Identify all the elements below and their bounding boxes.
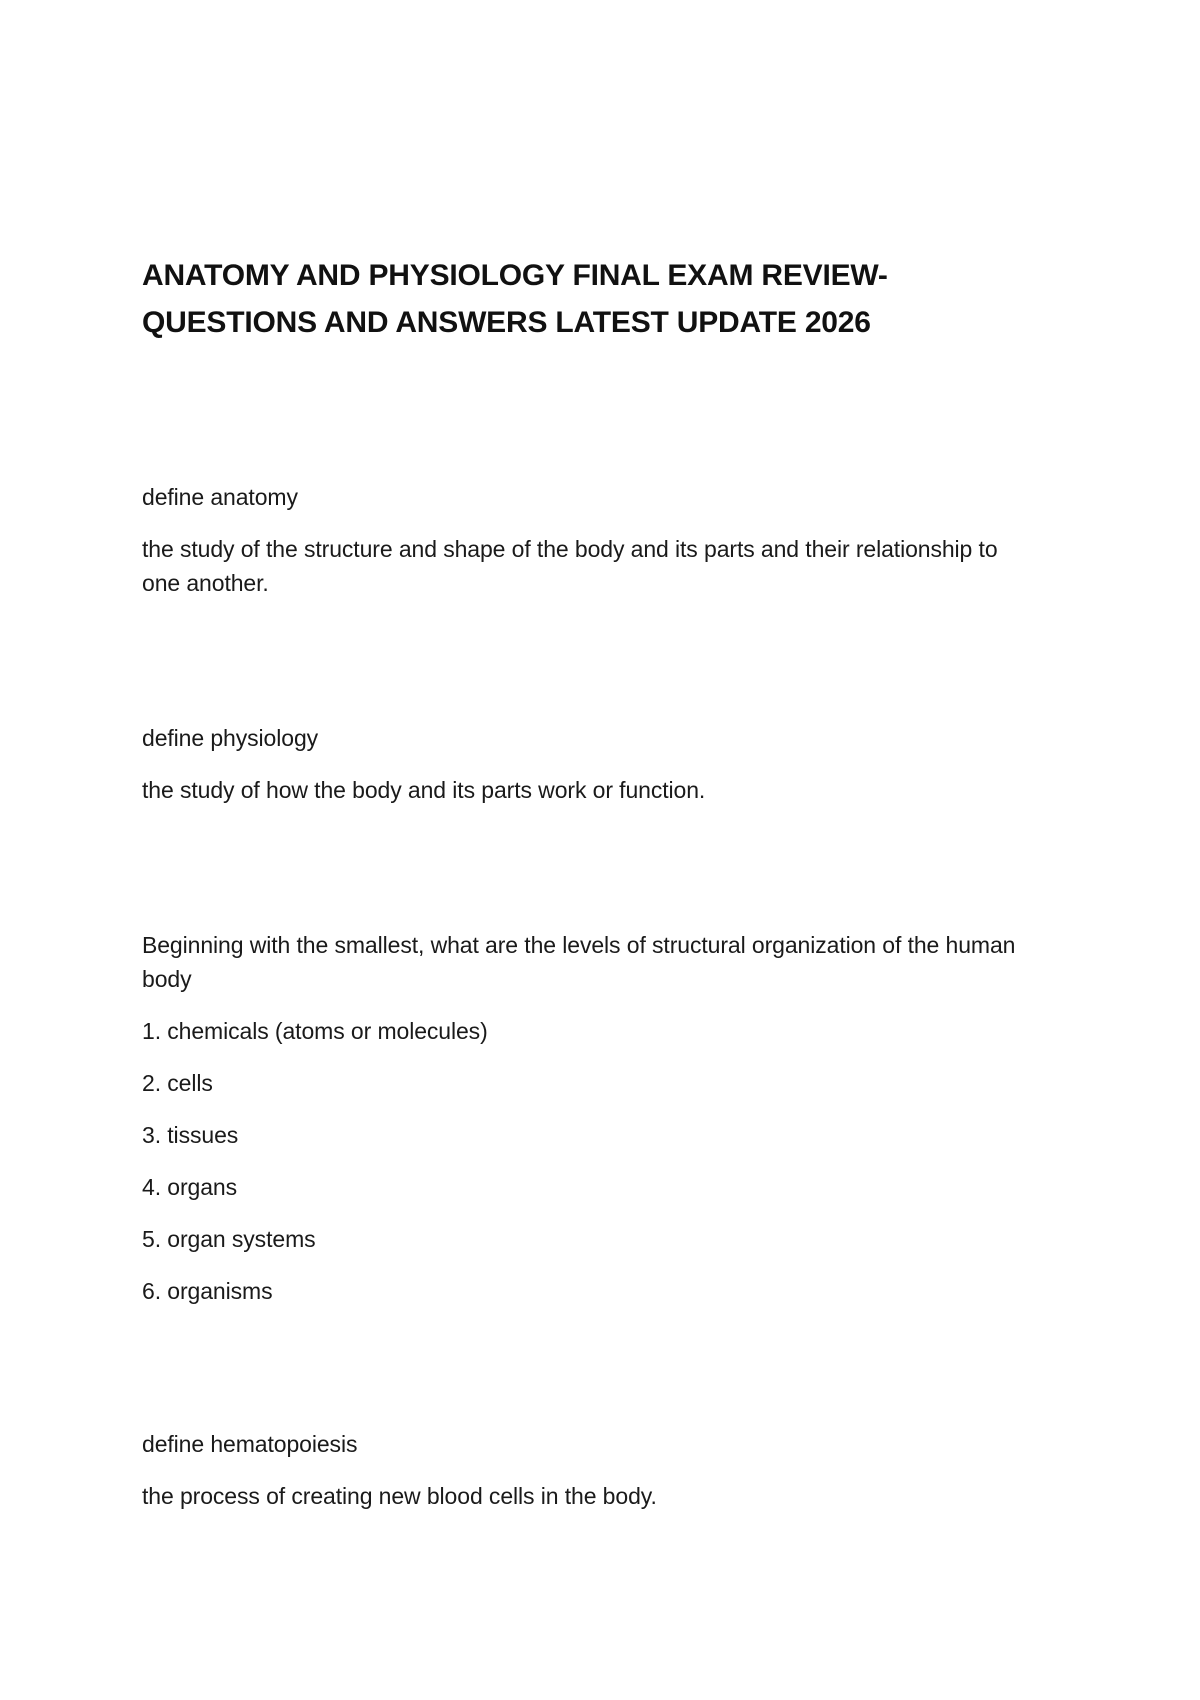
question-text: define physiology <box>142 725 319 751</box>
answer-text-line-2: one another. <box>142 570 269 596</box>
title-line-1: ANATOMY AND PHYSIOLOGY FINAL EXAM REVIEW- <box>142 259 888 292</box>
question-text-line-2: body <box>142 966 192 992</box>
answer-list-item: 2. cells <box>142 1070 213 1096</box>
answer-text: the process of creating new blood cells in the body. <box>142 1483 657 1509</box>
question-text-line-1: Beginning with the smallest, what are the levels of structural organization of the human <box>142 932 1016 958</box>
qa-block-physiology <box>142 721 1062 807</box>
title-line-2: QUESTIONS AND ANSWERS LATEST UPDATE 2026 <box>142 306 871 339</box>
qa-block-levels-of-organization <box>142 928 1062 1308</box>
answer-text: the study of how the body and its parts work or function. <box>142 777 706 803</box>
question-text: define hematopoiesis <box>142 1431 358 1457</box>
question-text: define anatomy <box>142 484 298 510</box>
answer-text-line-1: the study of the structure and shape of the body and its parts and their relationship to <box>142 536 998 562</box>
answer-list-item: 1. chemicals (atoms or molecules) <box>142 1018 488 1044</box>
qa-block-hematopoiesis <box>142 1427 1062 1513</box>
qa-block-anatomy <box>142 480 1062 600</box>
answer-list-item: 3. tissues <box>142 1122 239 1148</box>
document-title <box>142 252 1082 346</box>
answer-list-item: 6. organisms <box>142 1278 273 1304</box>
answer-list-item: 4. organs <box>142 1174 237 1200</box>
answer-list-item: 5. organ systems <box>142 1226 316 1252</box>
